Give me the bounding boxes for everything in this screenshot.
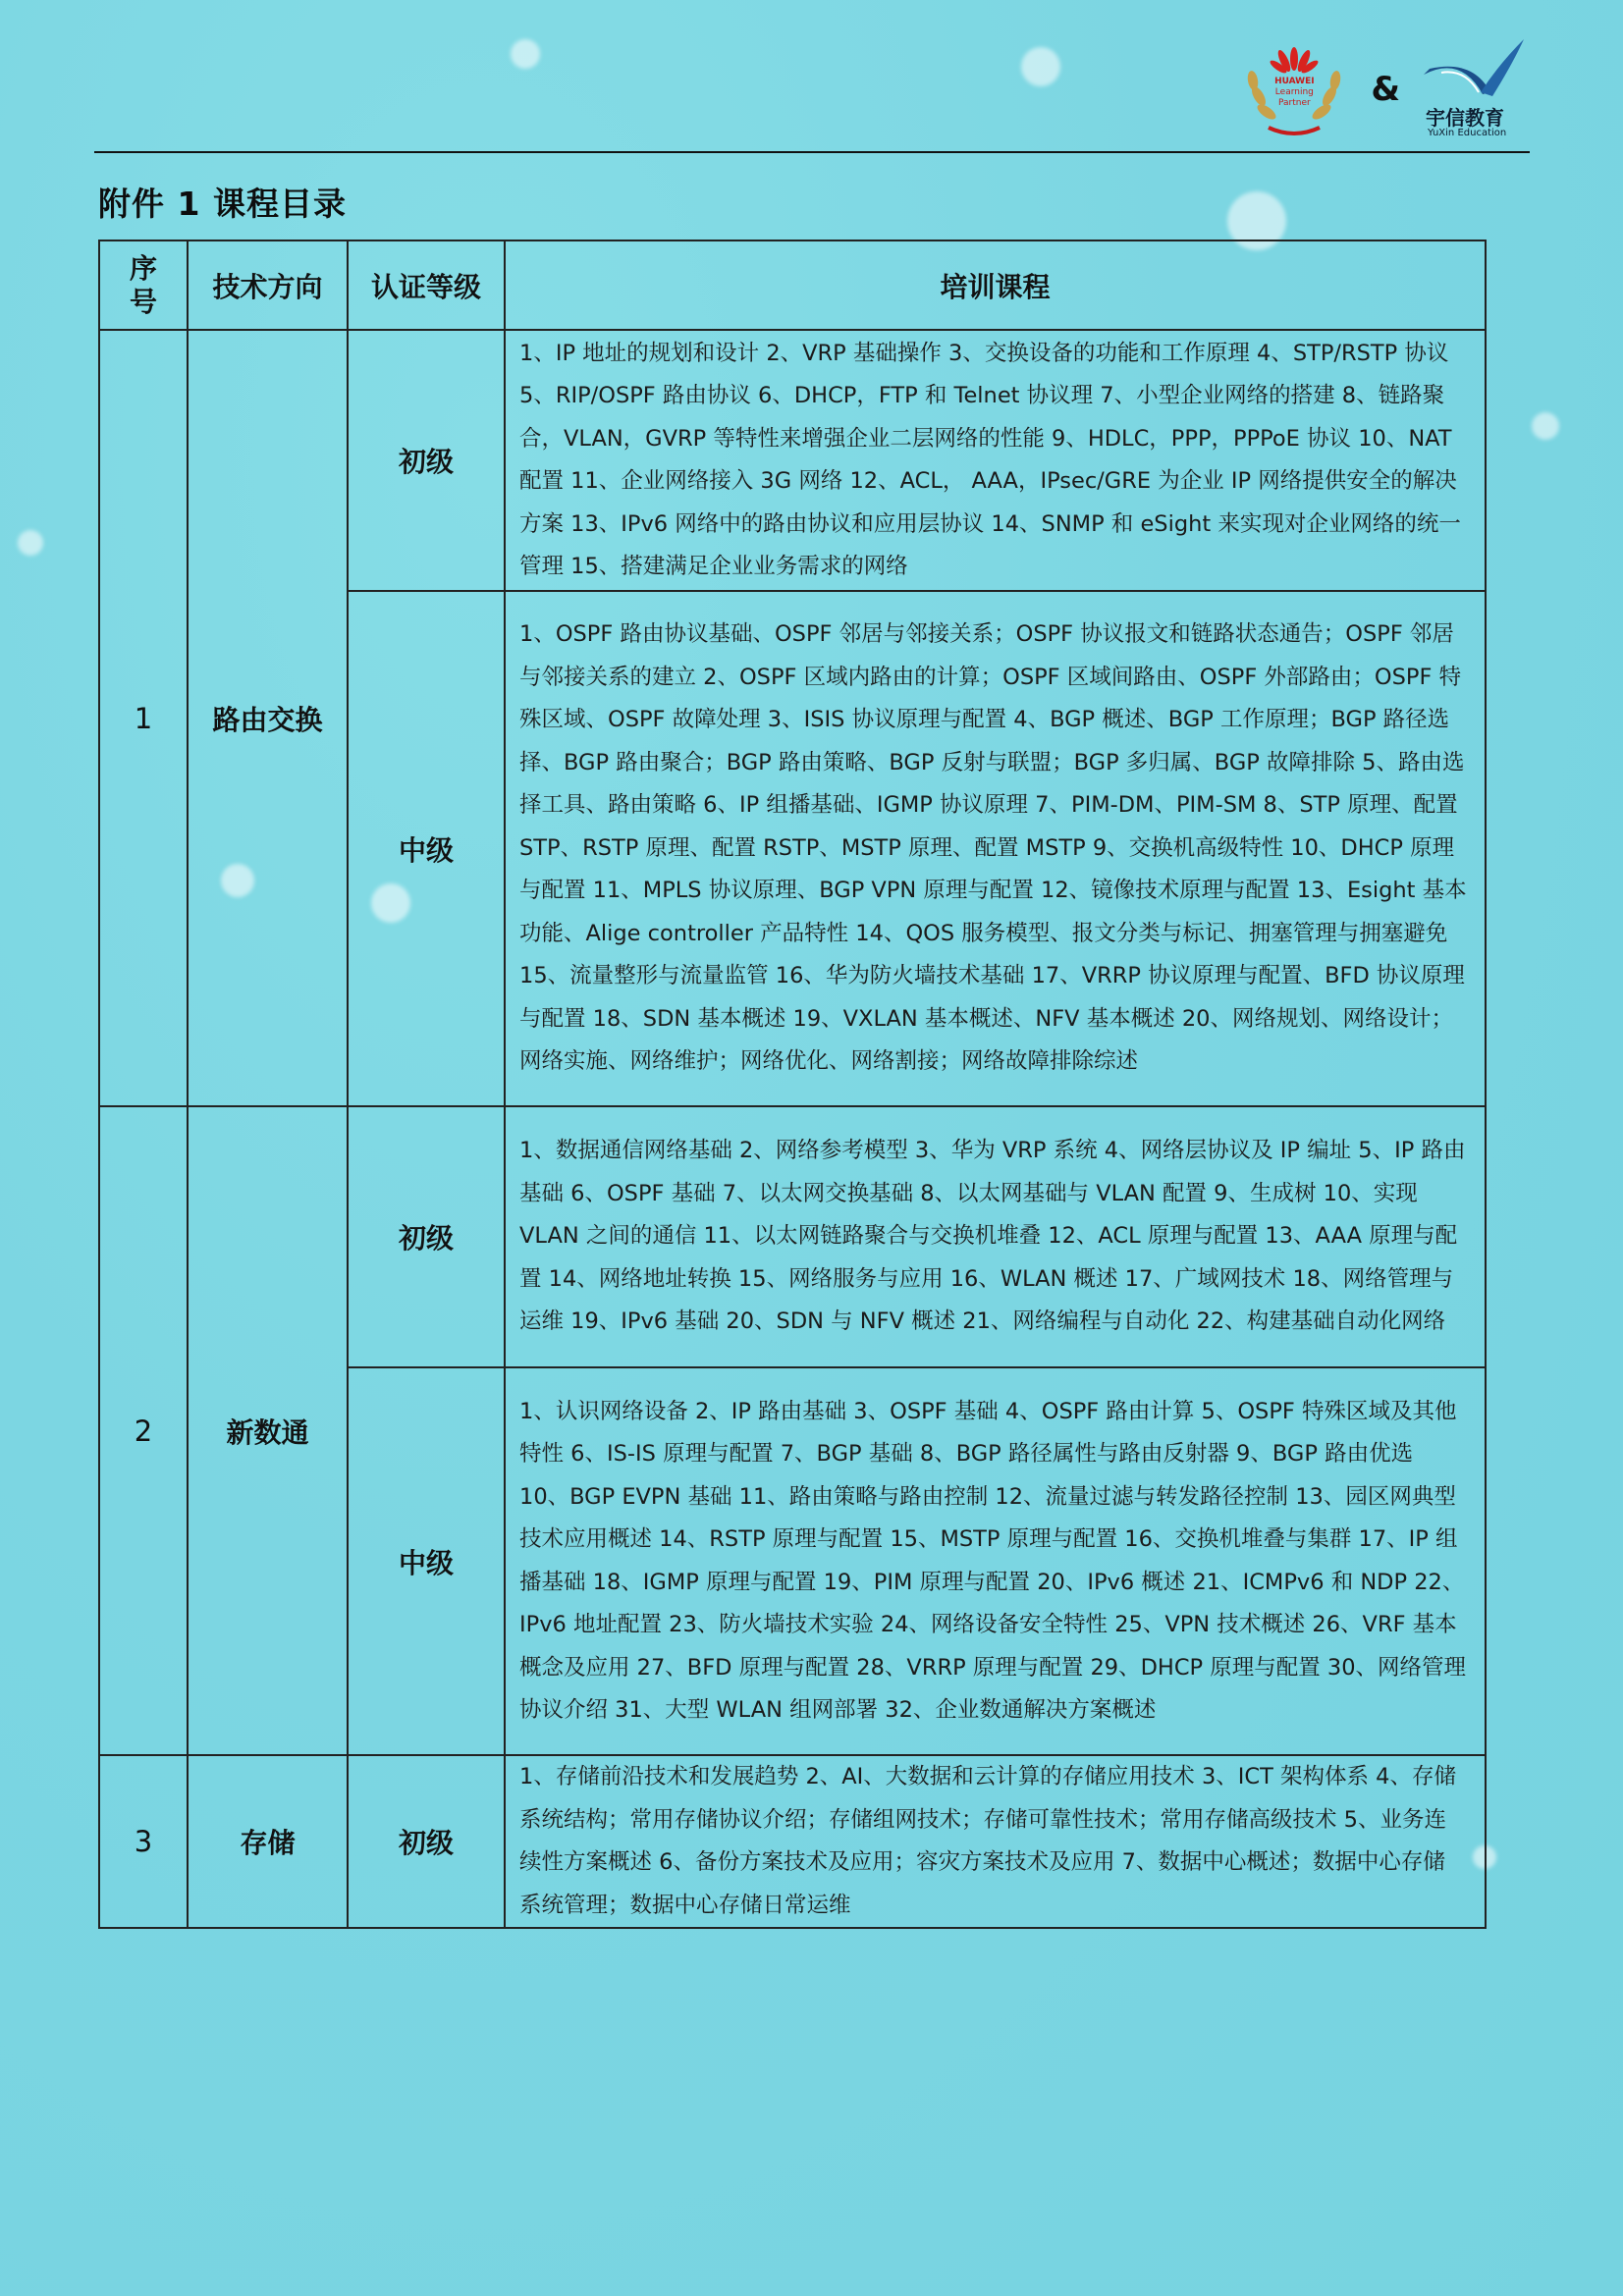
cert-level: 中级	[348, 1367, 505, 1755]
tech-direction: 路由交换	[188, 330, 348, 1106]
huawei-logo-text: HUAWEI	[1274, 77, 1315, 86]
snow-dot	[1532, 412, 1559, 440]
course-list: 1、存储前沿技术和发展趋势 2、AI、大数据和云计算的存储应用技术 3、ICT 架构体系 4、存储系统结构；常用存储协议介绍；存储组网技术；存储可靠性技术；常用存储高级技术 5、业务连续性方案概述 6、备份方案技术及应用；容灾方案技术及应用 7、数据中心概述；数据中心存储系统管理；数据中心存储日常运维	[505, 1755, 1486, 1928]
page-title: 附件 1 课程目录	[98, 185, 347, 223]
cert-level: 初级	[348, 1106, 505, 1367]
snow-dot	[1021, 47, 1060, 86]
table-row	[99, 1106, 1486, 1367]
course-catalog-table	[98, 240, 1487, 1929]
course-list: 1、OSPF 路由协议基础、OSPF 邻居与邻接关系；OSPF 协议报文和链路状态通告；OSPF 邻居与邻接关系的建立 2、OSPF 区域内路由的计算；OSPF 区域间路由、OSPF 外部路由；OSPF 特殊区域、OSPF 故障处理 3、ISIS 协议原理与配置 4、BGP 概述、BGP 工作原理；BGP 路径选择、BGP 路由聚合；BGP 路由策略、BGP 反射与联盟；BGP 多归属、BGP 故障排除 5、路由选择工具、路由策略 6、IP 组播基础、IGMP 协议原理 7、PIM-DM、PIM-SM 8、STP 原理、配置 STP、RSTP 原理、配置 RSTP、MSTP 原理、配置 MSTP 9、交换机高级特性 10、DHCP 原理与配置 11、MPLS 协议原理、BGP VPN 原理与配置 12、镜像技术原理与配置 13、Esight 基本功能、Alige controller 产品特性 14、QOS 服务模型、报文分类与标记、拥塞管理与拥塞避免 15、流量整形与流量监管 16、华为防火墙技术基础 17、VRRP 协议原理与配置、BFD 协议原理与配置 18、SDN 基本概述 19、VXLAN 基本概述、NFV 基本概述 20、网络规划、网络设计；网络实施、网络维护；网络优化、网络割接；网络故障排除综述	[505, 591, 1486, 1106]
header-courses: 培训课程	[505, 240, 1486, 330]
course-list: 1、认识网络设备 2、IP 路由基础 3、OSPF 基础 4、OSPF 路由计算 5、OSPF 特殊区域及其他特性 6、IS-IS 原理与配置 7、BGP 基础 8、BGP 路径属性与路由反射器 9、BGP 路由优选 10、BGP EVPN 基础 11、路由策略与路由控制 12、流量过滤与转发路径控制 13、园区网典型技术应用概述 14、RSTP 原理与配置 15、MSTP 原理与配置 16、交换机堆叠与集群 17、IP 组播基础 18、IGMP 原理与配置 19、PIM 原理与配置 20、IPv6 概述 21、ICMPv6 和 NDP 22、IPv6 地址配置 23、防火墙技术实验 24、网络设备安全特性 25、VPN 技术概述 26、VRF 基本概念及应用 27、BFD 原理与配置 28、VRRP 原理与配置 29、DHCP 原理与配置 30、网络管理协议介绍 31、大型 WLAN 组网部署 32、企业数通解决方案概述	[505, 1367, 1486, 1755]
partner-logo-text: Partner	[1277, 98, 1311, 108]
tech-direction: 存储	[188, 1755, 348, 1928]
header-logos	[1239, 35, 1530, 143]
header-divider	[94, 151, 1530, 153]
row-number: 2	[99, 1106, 188, 1755]
snow-dot	[511, 39, 540, 69]
header-level: 认证等级	[348, 240, 505, 330]
cert-level: 初级	[348, 1755, 505, 1928]
huawei-learning-partner-logo	[1239, 37, 1349, 141]
table-row	[99, 330, 1486, 591]
table-header-row	[99, 240, 1486, 330]
tech-direction: 新数通	[188, 1106, 348, 1755]
course-list: 1、IP 地址的规划和设计 2、VRP 基础操作 3、交换设备的功能和工作原理 4、STP/RSTP 协议 5、RIP/OSPF 路由协议 6、DHCP，FTP 和 Telnet 协议理 7、小型企业网络的搭建 8、链路聚合，VLAN，GVRP 等特性来增强企业二层网络的性能 9、HDLC，PPP，PPPoE 协议 10、NAT 配置 11、企业网络接入 3G 网络 12、ACL， AAA，IPsec/GRE 为企业 IP 网络提供安全的解决方案 13、IPv6 网络中的路由协议和应用层协议 14、SNMP 和 eSight 来实现对企业网络的统一管理 15、搭建满足企业业务需求的网络	[505, 330, 1486, 591]
snow-dot	[18, 530, 43, 556]
header-seq: 序号	[99, 240, 188, 330]
yuxin-cn-name: 宇信教育	[1426, 106, 1504, 130]
course-list: 1、数据通信网络基础 2、网络参考模型 3、华为 VRP 系统 4、网络层协议及 IP 编址 5、IP 路由基础 6、OSPF 基础 7、以太网交换基础 8、以太网基础与 VLAN 配置 9、生成树 10、实现 VLAN 之间的通信 11、以太网链路聚合与交换机堆叠 12、ACL 原理与配置 13、AAA 原理与配置 14、网络地址转换 15、网络服务与应用 16、WLAN 概述 17、广域网技术 18、网络管理与运维 19、IPv6 基础 20、SDN 与 NFV 概述 21、网络编程与自动化 22、构建基础自动化网络	[505, 1106, 1486, 1367]
logo-separator: &	[1371, 70, 1400, 109]
yuxin-education-logo	[1422, 35, 1530, 143]
cert-level: 初级	[348, 330, 505, 591]
learning-logo-text: Learning	[1274, 87, 1314, 97]
row-number: 1	[99, 330, 188, 1106]
yuxin-en-name: YuXin Education	[1428, 128, 1507, 138]
cert-level: 中级	[348, 591, 505, 1106]
header-direction: 技术方向	[188, 240, 348, 330]
row-number: 3	[99, 1755, 188, 1928]
table-row	[99, 1755, 1486, 1928]
